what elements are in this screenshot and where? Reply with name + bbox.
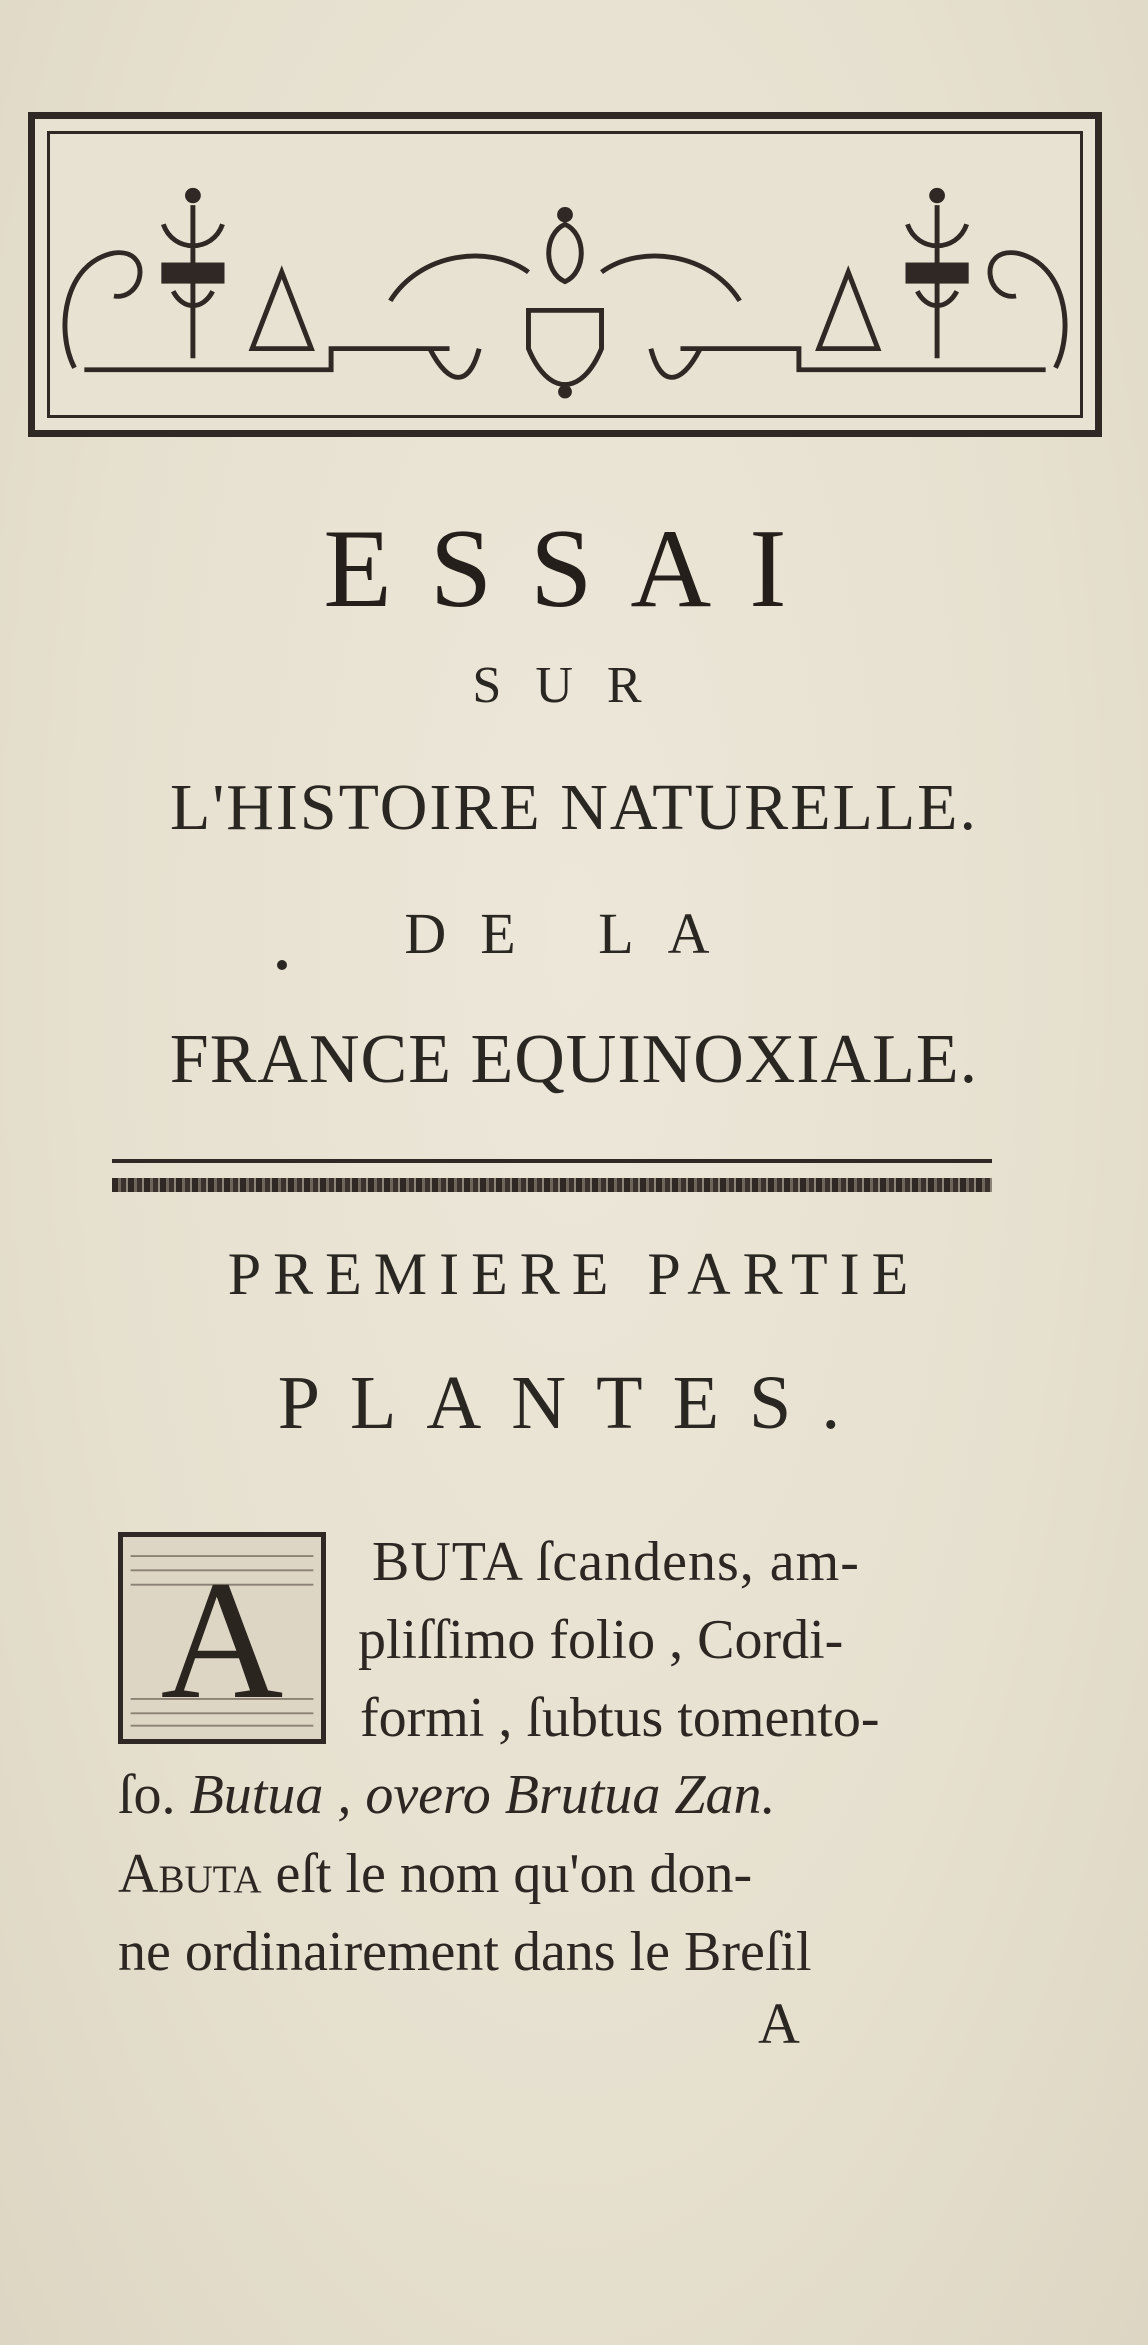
page-title: ESSAI [323, 507, 825, 631]
text-line-2: pliſſimo folio , Cordi- [358, 1609, 844, 1671]
title-sur: SUR [472, 657, 676, 714]
text-line-5-smallcaps: Abuta [118, 1843, 262, 1905]
ornament-scroll-icon [35, 119, 1095, 430]
drop-cap-block [118, 1532, 326, 1744]
title-line-de-la: DE LA [404, 901, 744, 966]
text-line-5-rest: eſt le nom qu'on don- [261, 1843, 753, 1905]
title-line-france: FRANCE EQUINOXIALE. [169, 1021, 979, 1098]
text-line-6: ne ordinairement dans le Breſil [118, 1921, 812, 1983]
title-line-histoire: L'HISTOIRE NATURELLE. [170, 771, 978, 844]
drop-cap-letter: A [160, 1546, 284, 1734]
text-line-5 [118, 1842, 752, 1906]
text-line-3: formi , ſubtus tomento- [360, 1687, 880, 1749]
headpiece-ornament [28, 112, 1102, 437]
text-line-4 [118, 1763, 775, 1827]
text-line-1: BUTA ſcandens, am- [372, 1531, 860, 1593]
section-subheading: PLANTES. [277, 1361, 871, 1445]
signature-mark: A [758, 1991, 800, 2056]
text-line-4-italic: Butua , overo Brutua Zan. [189, 1764, 776, 1826]
text-line-4-start: ſo. [118, 1764, 190, 1826]
divider-ornamental-rule [112, 1178, 992, 1192]
divider-rule [112, 1159, 992, 1163]
section-heading: PREMIERE PARTIE [227, 1241, 921, 1307]
